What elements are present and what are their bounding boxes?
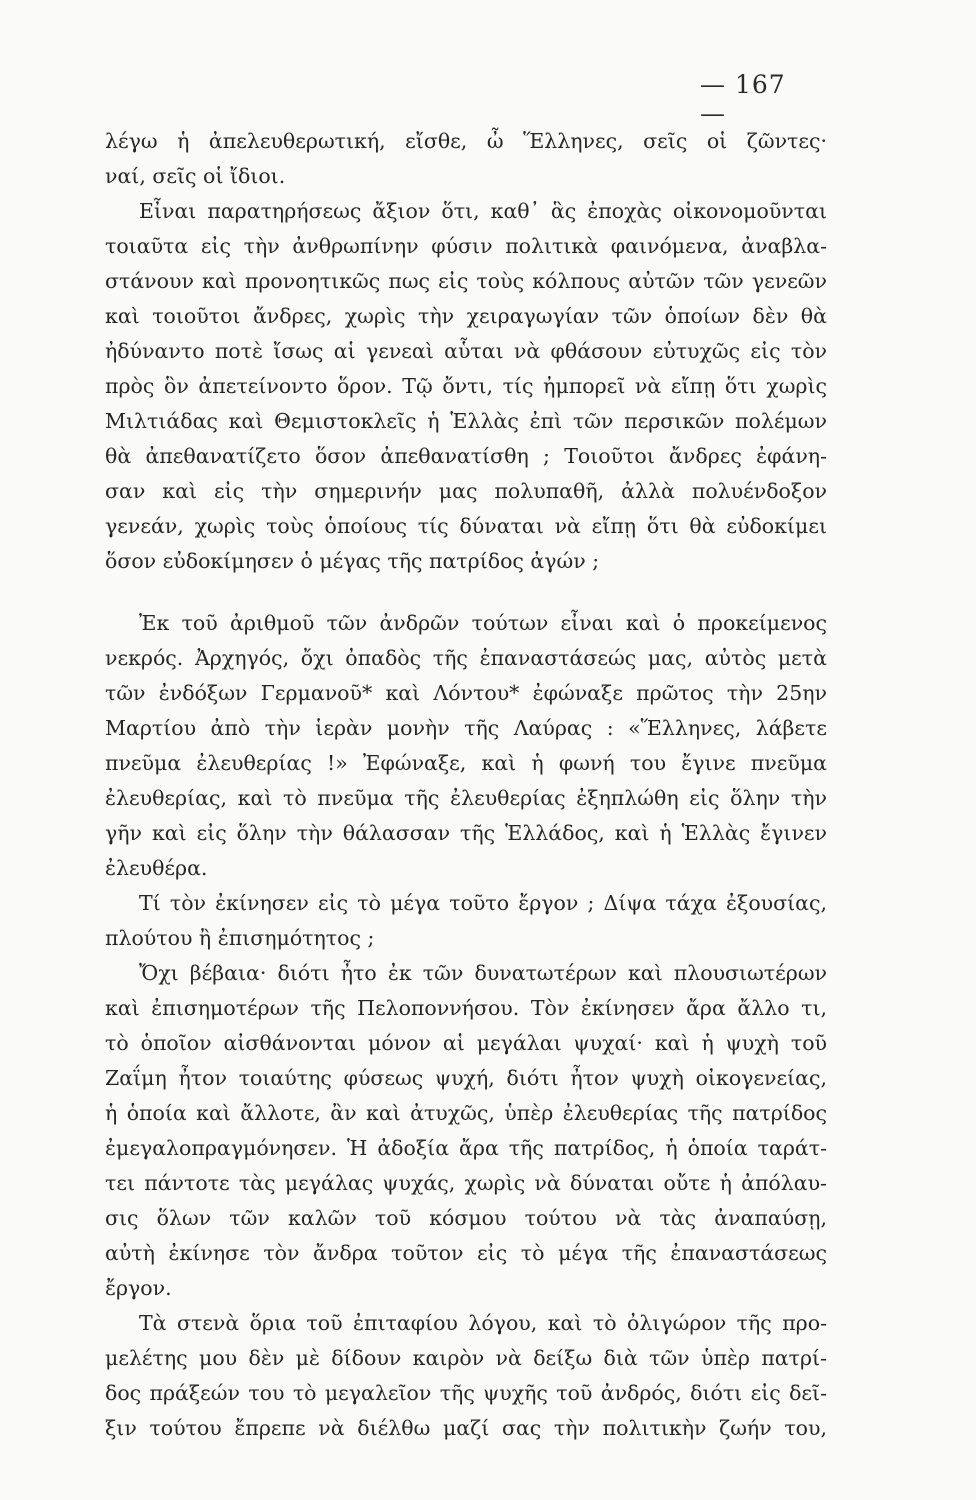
text-line: Μαρτίου ἀπὸ τὴν ἱερὰν μονὴν τῆς Λαύρας : «Ἕλληνες, λάβετε xyxy=(105,716,827,740)
text-line: Ἐκ τοῦ ἀριθμοῦ τῶν ἀνδρῶν τούτων εἶναι καὶ ὁ προκείμενος xyxy=(139,611,827,635)
text-line: νεκρός. Ἀρχηγός, ὄχι ὀπαδὸς τῆς ἐπαναστάσεώς μας, αὐτὸς μετὰ xyxy=(105,646,827,670)
body-text xyxy=(105,124,827,1446)
text-line: σαν καὶ εἰς τὴν σημερινήν μας πολυπαθῆ, ἀλλὰ πολυένδοξον xyxy=(105,479,827,503)
text-line: ἐμεγαλοπραγμόνησεν. Ἡ ἀδοξία ἄρα τῆς πατρίδος, ἡ ὁποία ταράτ- xyxy=(105,1136,827,1160)
text-line: δος πράξεών του τὸ μεγαλεῖον τῆς ψυχῆς τοῦ ἀνδρός, διότι εἰς δεῖ- xyxy=(105,1381,827,1405)
page-number: — 167 — xyxy=(700,70,786,128)
text-line: ἔργον. xyxy=(105,1276,172,1300)
text-line: Τὰ στενὰ ὅρια τοῦ ἐπιταφίου λόγου, καὶ τὸ ὀλιγώρον τῆς προ- xyxy=(139,1311,827,1335)
paragraph xyxy=(105,124,827,194)
paragraph xyxy=(105,606,827,886)
text-line: αὐτὴ ἐκίνησε τὸν ἄνδρα τοῦτον εἰς τὸ μέγα τῆς ἐπαναστάσεως xyxy=(105,1241,827,1265)
text-line: Μιλτιάδας καὶ Θεμιστοκλεῖς ἡ Ἑλλὰς ἐπὶ τῶν περσικῶν πολέμων xyxy=(105,409,827,433)
text-line: Ὄχι βέβαια· διότι ἦτο ἐκ τῶν δυνατωτέρων καὶ πλουσιωτέρων xyxy=(139,961,827,985)
text-line: ἐλευθερίας, καὶ τὸ πνεῦμα τῆς ἐλευθερίας ἐξηπλώθη εἰς ὅλην τὴν xyxy=(105,786,827,810)
text-line: ξιν τούτου ἔπρεπε νὰ διέλθω μαζί σας τὴν πολιτικὴν ζωήν του, xyxy=(105,1416,827,1440)
text-line: πνεῦμα ἐλευθερίας !» Ἐφώναξε, καὶ ἡ φωνή του ἔγινε πνεῦμα xyxy=(105,751,827,775)
text-line: ὅσον εὐδοκίμησεν ὁ μέγας τῆς πατρίδος ἀγών ; xyxy=(105,549,600,573)
text-line: στάνουν καὶ προνοητικῶς πως εἰς τοὺς κόλπους αὐτῶν τῶν γενεῶν xyxy=(105,269,827,293)
paragraph xyxy=(105,956,827,1306)
text-line: ναί, σεῖς οἱ ἴδιοι. xyxy=(105,164,286,188)
text-line: θὰ ἀπεθανατίζετο ὅσον ἀπεθανατίσθη ; Τοιοῦτοι ἄνδρες ἐφάνη- xyxy=(105,444,827,468)
paragraph xyxy=(105,886,827,956)
text-line: γενεάν, χωρὶς τοὺς ὁποίους τίς δύναται νὰ εἴπῃ ὅτι θὰ εὐδοκίμει xyxy=(105,514,827,538)
text-line: πλούτου ἢ ἐπισημότητος ; xyxy=(105,926,375,950)
text-line: Ζαΐμη ἦτον τοιαύτης φύσεως ψυχή, διότι ἦτον ψυχὴ οἰκογενείας, xyxy=(105,1066,827,1090)
paragraph xyxy=(105,1306,827,1446)
text-line: τει πάντοτε τὰς μεγάλας ψυχάς, χωρὶς νὰ δύναται οὔτε ἡ ἀπόλαυ- xyxy=(105,1171,827,1195)
paragraph-gap xyxy=(105,579,827,606)
text-line: γῆν καὶ εἰς ὅλην τὴν θάλασσαν τῆς Ἑλλάδος, καὶ ἡ Ἑλλὰς ἔγινεν xyxy=(105,821,827,845)
text-line: σις ὅλων τῶν καλῶν τοῦ κόσμου τούτου νὰ τὰς ἀναπαύσῃ, xyxy=(105,1206,827,1230)
text-line: τοιαῦτα εἰς τὴν ἀνθρωπίνην φύσιν πολιτικὰ φαινόμενα, ἀναβλα- xyxy=(105,234,827,258)
text-line: ἐλευθέρα. xyxy=(105,856,208,880)
text-line: τὸ ὁποῖον αἰσθάνονται μόνον αἱ μεγάλαι ψυχαί· καὶ ἡ ψυχὴ τοῦ xyxy=(105,1031,827,1055)
text-line: λέγω ἡ ἀπελευθερωτική, εἴσθε, ὦ Ἕλληνες, σεῖς οἱ ζῶντες· xyxy=(105,129,827,153)
text-line: Τί τὸν ἐκίνησεν εἰς τὸ μέγα τοῦτο ἔργον ; Δίψα τάχα ἐξουσίας, xyxy=(139,891,827,915)
text-line: πρὸς ὃν ἀπετείνοντο ὅρον. Τῷ ὄντι, τίς ἠμπορεῖ νὰ εἴπῃ ὅτι χωρὶς xyxy=(105,374,827,398)
text-line: καὶ τοιοῦτοι ἄνδρες, χωρὶς τὴν χειραγωγίαν τῶν ὁποίων δὲν θὰ xyxy=(105,304,827,328)
text-line: τῶν ἐνδόξων Γερμανοῦ* καὶ Λόντου* ἐφώναξε πρῶτος τὴν 25ην xyxy=(105,681,827,705)
text-line: ἠδύναντο ποτὲ ἴσως αἱ γενεαὶ αὗται νὰ φθάσουν εὐτυχῶς εἰς τὸν xyxy=(105,339,827,363)
paragraph xyxy=(105,194,827,579)
text-line: μελέτης μου δὲν μὲ δίδουν καιρὸν νὰ δείξω διὰ τῶν ὑπὲρ πατρί- xyxy=(105,1346,827,1370)
text-line: Εἶναι παρατηρήσεως ἄξιον ὅτι, καθ᾽ ἃς ἐποχὰς οἰκονομοῦνται xyxy=(139,199,827,223)
text-line: ἡ ὁποία καὶ ἄλλοτε, ἂν καὶ ἀτυχῶς, ὑπὲρ ἐλευθερίας τῆς πατρίδος xyxy=(105,1101,827,1125)
text-line: καὶ ἐπισημοτέρων τῆς Πελοποννήσου. Τὸν ἐκίνησεν ἄρα ἄλλο τι, xyxy=(105,996,827,1020)
